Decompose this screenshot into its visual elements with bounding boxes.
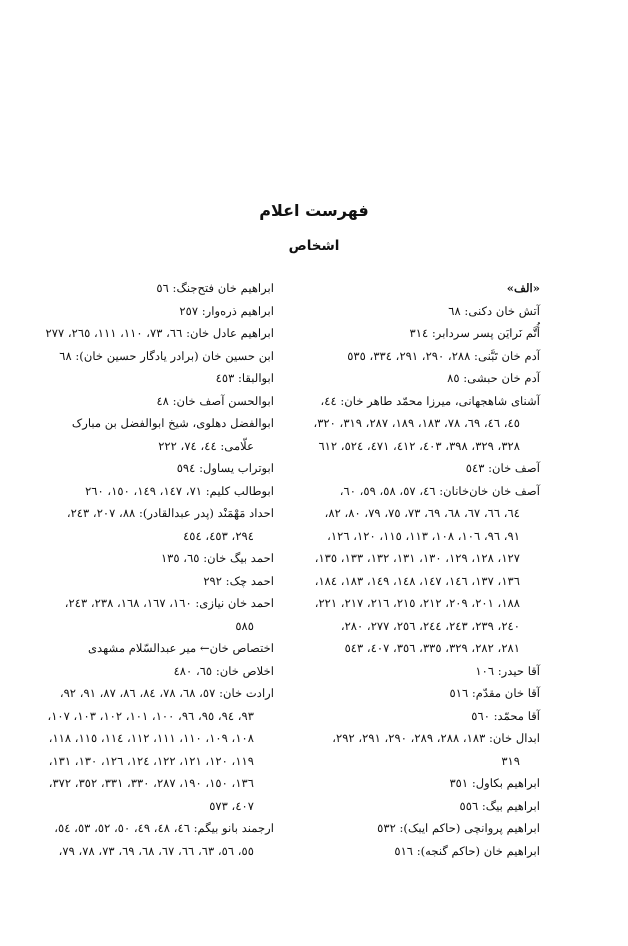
index-entry-continuation: ٦٤، ٦٦، ٦٧، ٦٨، ٦٩، ٧٣، ٧٥، ٧٩، ٨٠، ٨٢،: [324, 506, 520, 520]
index-entry: آشنای شاهجهانی، میرزا محمّد طاهر خان: ٤٤،: [320, 393, 540, 408]
index-entry-continuation: ٩٣، ٩٤، ٩٥، ٩٦، ١٠٠، ١٠١، ١٠٢، ١٠٣، ١٠٧،: [47, 708, 254, 723]
index-entry-continuation: ٩١، ٩٦، ١٠٦، ١٠٨، ١١٣، ١١٥، ١٢٠، ١٢٦،: [327, 528, 520, 543]
index-entry-continuation: ١٢٧، ١٢٨، ١٢٩، ١٣٠، ١٣١، ١٣٢، ١٣٣، ١٣٥،: [314, 551, 520, 565]
index-entry: أُتَّم نَرایَن پسر سردابر: ٣١٤: [409, 326, 540, 340]
index-entry-continuation: ٢٨١، ٢٨٢، ٣٢٩، ٣٣٥، ٣٥٦، ٤٠٧، ٥٤٣: [344, 641, 520, 655]
index-entry: ابراهیم خان فتح‌جنگ: ٥٦: [156, 281, 274, 295]
index-entry: ابراهیم بکاول: ٣٥١: [449, 776, 540, 790]
index-entry: آدم خان تَبَّنی: ٢٨٨، ٢٩٠، ٢٩١، ٣٣٤، ٥٣٥: [347, 348, 540, 363]
index-entry: ابراهیم خان (حاکم گنجه): ٥١٦: [394, 843, 540, 858]
index-entry: ارجمند بانو بیگم: ٤٦، ٤٨، ٤٩، ٥٠، ٥٢، ٥٣، ٥٤،: [54, 821, 274, 835]
index-entry-continuation: ٥٨٥: [235, 618, 254, 633]
index-entry: ابوالحسن آصف خان: ٤٨: [156, 393, 274, 408]
index-entry: آصف خان: ٥٤٣: [465, 461, 540, 475]
index-entry: اختصاص خان← میر عبدالسّلام مشهدی: [87, 641, 274, 655]
index-entry: احمد خان نیازی: ١٦٠، ١٦٧، ١٦٨، ٢٣٨، ٢٤٣،: [64, 596, 274, 610]
index-entry: آقا حیدر: ١٠٦: [475, 663, 540, 678]
index-entry: اخلاص خان: ٦٥، ٤٨٠: [173, 663, 274, 678]
index-entry: ابراهیم بیگ: ٥٥٦: [459, 798, 540, 813]
index-entry-continuation: ٢٩٤، ٤٥٣، ٤٥٤: [183, 528, 254, 543]
index-entry: احمد چک: ٢٩٢: [203, 573, 274, 588]
index-entry: ابراهیم عادل خان: ٦٦، ٧٣، ١١٠، ١١١، ٢٦٥، ٢٧٧: [45, 326, 274, 340]
index-entry: ابوتراب یساول: ٥٩٤: [176, 461, 274, 475]
index-entry: ابراهیم پروانچی (حاکم ایبک): ٥٣٢: [377, 821, 540, 835]
index-entry: ابراهیم ذره‌وار: ٢٥٧: [179, 303, 274, 318]
index-entry: آدم خان حبشی: ٨٥: [447, 371, 540, 385]
index-entry: احمد بیگ خان: ٦٥، ١٣٥: [160, 551, 274, 565]
index-entry-continuation: ١٠٨، ١٠٩، ١١٠، ١١١، ١١٢، ١١٤، ١١٥، ١١٨،: [48, 731, 254, 745]
index-column-right: [292, 277, 540, 862]
index-entry-continuation: ٥٥، ٥٦، ٦٣، ٦٦، ٦٧، ٦٨، ٦٩، ٧٣، ٧٨، ٧٩،: [58, 843, 254, 858]
index-entry: آتش خان دکنی: ٦٨: [448, 303, 540, 318]
index-entry: ارادت خان: ٥٧، ٦٨، ٧٨، ٨٤، ٨٦، ٨٧، ٩١، ٩٢،: [59, 686, 274, 700]
index-entry-continuation: ١٨٨، ٢٠١، ٢٠٩، ٢١٢، ٢١٥، ٢١٦، ٢١٧، ٢٢١،: [314, 596, 520, 610]
index-entry: آصف خان خان‌خانان: ٤٦، ٥٧، ٥٨، ٥٩، ٦٠،: [339, 483, 540, 498]
index-entry-continuation: ١١٩، ١٢٠، ١٢١، ١٢٢، ١٢٤، ١٢٦، ١٣٠، ١٣١،: [48, 753, 254, 768]
index-entry-continuation: ١٣٦، ١٣٧، ١٤٦، ١٤٧، ١٤٨، ١٤٩، ١٨٣، ١٨٤،: [314, 573, 520, 588]
index-entry-continuation: ٤٠٧، ٥٧٣: [209, 798, 254, 813]
index-entry: ابدال خان: ١٨٣، ٢٨٨، ٢٨٩، ٢٩٠، ٢٩١، ٢٩٢،: [332, 731, 540, 745]
index-entry: ابوطالب کلیم: ٧١، ١٤٧، ١٤٩، ١٥٠، ٢٦٠: [85, 483, 274, 498]
index-entry: آقا خان مقدّم: ٥١٦: [449, 686, 540, 700]
index-entry-continuation: ٢٤٠، ٢٣٩، ٢٤٣، ٢٤٤، ٢٥٦، ٢٧٧، ٢٨٠،: [340, 618, 520, 633]
index-entry: ابوالفضل دهلوی، شیخ ابوالفضل بن مبارک: [71, 416, 274, 430]
index-entry: ابن حسین خان (برادر یادگار حسین خان): ٦٨: [59, 348, 274, 363]
index-entry: احداد مَهْمَنْد (پدر عبدالقادر): ٨٨، ٢٠٧، ٢٤٣،: [66, 506, 274, 520]
index-entry-continuation: ١٣٦، ١٥٠، ١٩٠، ٢٨٧، ٣٣٠، ٣٣١، ٣٥٢، ٣٧٢،: [48, 776, 254, 790]
index-entry-continuation: ٣١٩: [501, 753, 520, 768]
index-entry: آقا محمّد: ٥٦٠: [471, 708, 540, 723]
index-entry: ابوالبقا: ٤٥٣: [215, 371, 274, 385]
page-title: فهرست اعلام: [259, 201, 369, 220]
index-entry-continuation: ٣٢٨، ٣٢٩، ٣٩٨، ٤٠٣، ٤١٢، ٤٧١، ٥٢٤، ٦١٢: [318, 438, 520, 453]
section-subtitle: اشخاص: [288, 238, 340, 254]
index-entry-continuation: ٤٥، ٤٦، ٦٩، ٧٨، ١٨٣، ١٨٩، ٢٨٧، ٣١٩، ٣٢٠،: [313, 416, 520, 430]
index-entry-continuation: علّامی: ٤٤، ٧٤، ٢٢٢: [158, 438, 254, 453]
letter-heading: «الف»: [506, 281, 540, 295]
index-column-left: [26, 277, 274, 862]
